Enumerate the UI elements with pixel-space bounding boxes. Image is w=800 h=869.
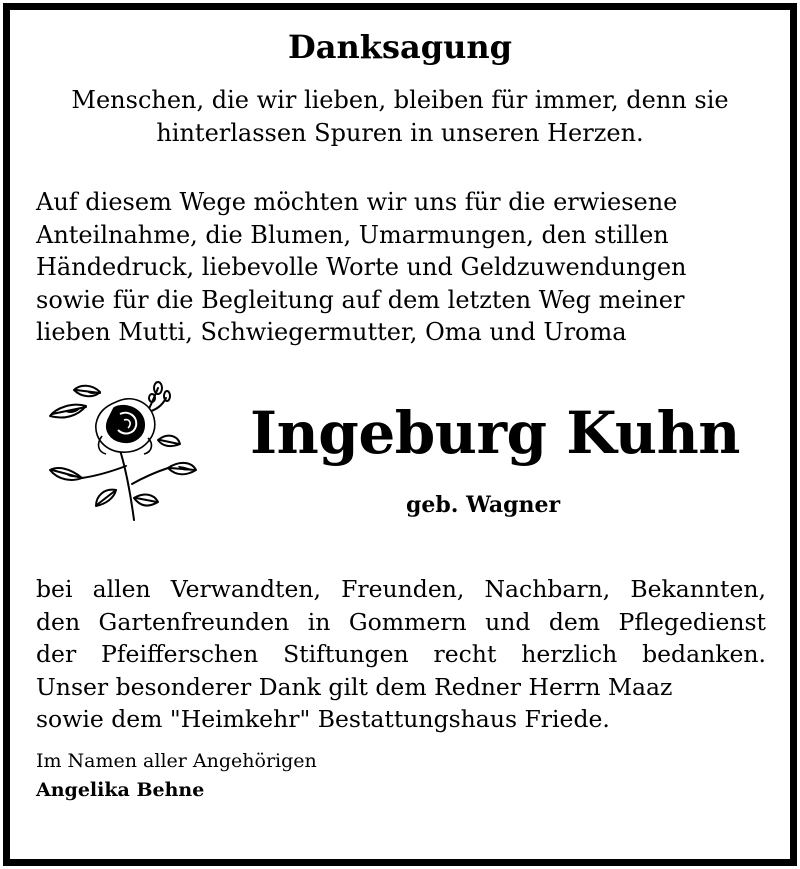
deceased-name: Ingeburg Kuhn bbox=[250, 399, 740, 467]
motto-line: Menschen, die wir lieben, bleiben für immer, denn sie bbox=[71, 86, 729, 114]
motto-line: hinterlassen Spuren in unseren Herzen. bbox=[156, 119, 644, 147]
intro-line: Anteilnahme, die Blumen, Umarmungen, den stillen bbox=[36, 220, 669, 249]
thanks-line: den Gartenfreunden in Gommern und dem Pflegedienst bbox=[36, 607, 766, 636]
closing bbox=[36, 747, 317, 805]
notice-title: Danksagung bbox=[288, 28, 512, 66]
signer-name: Angelika Behne bbox=[36, 779, 205, 801]
intro-paragraph bbox=[36, 186, 766, 349]
thanks-line: bei allen Verwandten, Freunden, Nachbarn, Bekannten, bbox=[36, 575, 766, 603]
thanks-line: Unser besonderer Dank gilt dem Redner Herrn Maaz bbox=[36, 672, 673, 701]
motto bbox=[0, 84, 800, 150]
closing-line: Im Namen aller Angehörigen bbox=[36, 750, 317, 772]
intro-line: Auf diesem Wege möchten wir uns für die erwiesene bbox=[36, 188, 678, 216]
intro-line: Händedruck, liebevolle Worte und Geldzuwendungen bbox=[36, 253, 687, 281]
intro-line: sowie für die Begleitung auf dem letzten Weg meiner bbox=[36, 285, 685, 314]
thanks-paragraph bbox=[36, 573, 766, 736]
rose-icon bbox=[46, 380, 198, 522]
thanks-line: sowie dem "Heimkehr" Bestattungshaus Friede. bbox=[36, 705, 610, 733]
intro-line: lieben Mutti, Schwiegermutter, Oma und Uroma bbox=[36, 318, 627, 346]
thanks-line: der Pfeifferschen Stiftungen recht herzlich bedanken. bbox=[36, 640, 766, 668]
maiden-name: geb. Wagner bbox=[406, 492, 561, 518]
